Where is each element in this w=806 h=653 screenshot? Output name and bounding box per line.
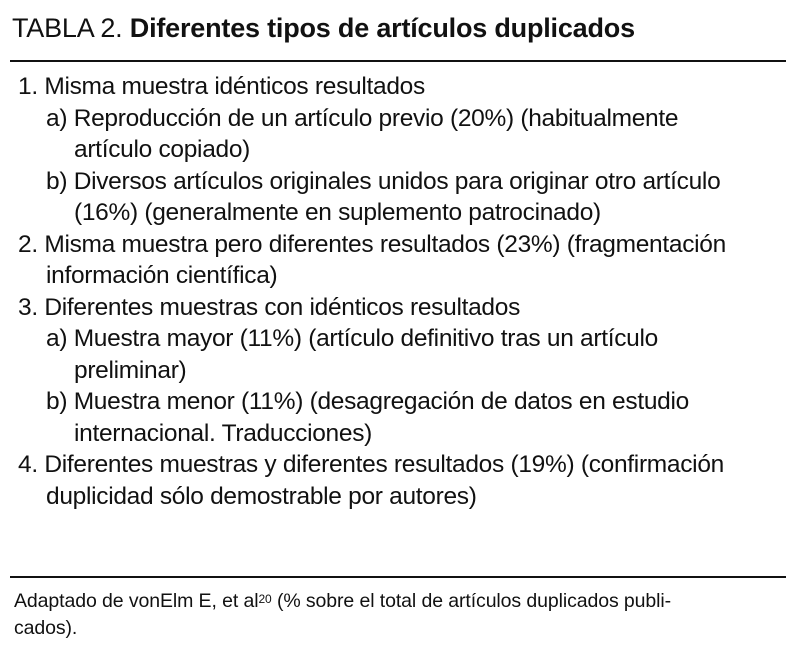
- list-subitem-1a: a) Reproducción de un artículo previo (20%) (habitualmente: [46, 104, 679, 132]
- list-item-2: 2. Misma muestra pero diferentes resultados (23%) (fragmentación: [18, 230, 726, 258]
- list-subitem-1b-cont: (16%) (generalmente en suplemento patrocinado): [74, 199, 601, 226]
- table-label: TABLA 2.: [12, 13, 123, 43]
- list-item-4: 4. Diferentes muestras y diferentes resultados (19%) (confirmación: [18, 451, 724, 478]
- table-heading: Diferentes tipos de artículos duplicados: [129, 13, 635, 43]
- list-subitem-1a-cont: artículo copiado): [74, 136, 251, 163]
- list-item-1: 1. Misma muestra idénticos resultados: [18, 73, 425, 100]
- bottom-rule: [10, 576, 786, 578]
- table-title: [12, 8, 635, 48]
- footnote-note: (% sobre el total de artículos duplicados publi-: [271, 590, 672, 612]
- footnote-source: Adaptado de vonElm E, et al: [14, 590, 259, 612]
- list-subitem-3b-cont: internacional. Traducciones): [74, 419, 373, 447]
- footnote-line-2: cados).: [14, 617, 78, 639]
- list-subitem-3a: a) Muestra mayor (11%) (artículo definitivo tras un artículo: [46, 325, 658, 352]
- list-subitem-3a-cont: preliminar): [74, 356, 187, 384]
- footnote-line-1: [14, 588, 784, 615]
- list-item-3: 3. Diferentes muestras con idénticos resultados: [18, 293, 521, 321]
- list-subitem-3b: b) Muestra menor (11%) (desagregación de datos en estudio: [46, 388, 689, 415]
- list-item-4-cont: duplicidad sólo demostrable por autores): [46, 482, 477, 510]
- list-item-2-cont: información científica): [46, 262, 278, 289]
- top-rule: [10, 60, 786, 62]
- list-subitem-1b: b) Diversos artículos originales unidos para originar otro artículo: [46, 167, 721, 195]
- table-footnote: [14, 588, 784, 642]
- footnote-reference: 20: [258, 592, 272, 606]
- duplicate-types-list: [12, 71, 782, 512]
